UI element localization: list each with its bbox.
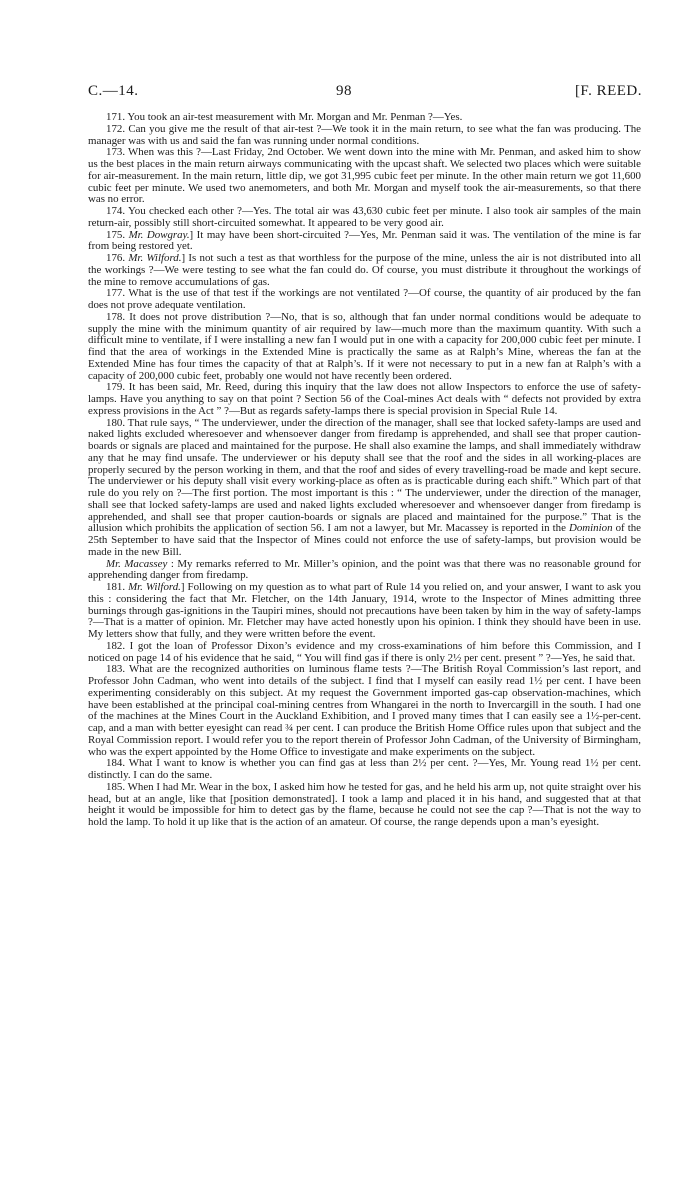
speaker-name: Mr. Wilford. <box>128 252 182 264</box>
question-paragraph <box>88 664 641 758</box>
paragraph-text: It does not prove distribution ?—No, that is so, although that fan under normal conditions would be adequate to supply the mine with the minimum quantity of air required by law—much more than the maximum quantity. With such a difficult mine to ventilate, if I were installing a new fan I would put in one with a capacity for 200,000 cubic feet per minute. I find that the area of workings in the Extended Mine is practically the same as at Ralph’s Mine, whereas the fan at the Extended Mine has four times the capacity of that at Ralph’s. If it were not necessary to put in a new fan at Ralph’s with a capacity of 200,000 cubic feet, probably one would not have recently been ordered. <box>88 310 642 382</box>
paragraph-text: ] Following on my question as to what part of Rule 14 you relied on, and your answer, I want to ask you this : considering the fact that Mr. Fletcher, on the 14th January, 1914, wrote to the Inspector of Mines admitting three burnings through gas-ignitions in the Taupiri mines, should not precautions have been taken by him in the way of safety-lamps ?—That is a matter of opinion. Mr. Fletcher may have acted honestly upon his opinion. I think they should have been in use. My letters show that fully, and they were written before the event. <box>88 581 642 640</box>
question-paragraph <box>88 206 641 230</box>
paragraph-text: I got the loan of Professor Dixon’s evidence and my cross-examinations of him before this Commission, and I noticed on page 14 of his evidence that he said, “ You will find gas if there is only 2½ per cent. present ” ?—Yes, he said that. <box>88 639 642 664</box>
question-paragraph <box>88 288 641 312</box>
question-number: 179. <box>106 381 129 394</box>
question-number: 181. <box>106 581 129 593</box>
page-header <box>0 83 700 103</box>
question-paragraph <box>88 641 641 665</box>
question-paragraph <box>88 230 641 254</box>
speaker-name: Dominion <box>568 522 613 535</box>
question-number: 173. <box>106 146 129 159</box>
question-number: 178. <box>106 310 130 323</box>
paragraph-text: ] It may have been short-circuited ?—Yes, Mr. Penman said it was. The ventilation of the mine is far from being restored yet. <box>88 228 641 253</box>
paragraph-text: ] Is not such a test as that worthless for the purpose of the mine, unless the air is not distributed into all the workings ?—We were testing to see what the fan could do. Of course, you must distribute it throughout the workings of the mine to remove accumulations of gas. <box>88 252 642 288</box>
paragraph-text: It has been said, Mr. Reed, during this inquiry that the law does not allow Inspectors to enforce the use of safety-lamps. Have you anything to say on that point ? Section 56 of the Coal-mines Act deals with “ defects not provided by extra express provisions in the Act ” ?—But as regards safety-lamps there is special provision in Special Rule 14. <box>88 381 642 417</box>
question-paragraph <box>88 559 641 583</box>
paragraph-text: You took an air-test measurement with Mr. Morgan and Mr. Penman ?—Yes. <box>127 111 463 123</box>
question-paragraph <box>88 312 641 383</box>
witness-name: [F. REED. <box>574 83 642 99</box>
question-paragraph <box>88 147 641 206</box>
question-number: 185. <box>106 780 128 793</box>
question-paragraph <box>88 782 641 829</box>
question-paragraph <box>88 582 641 641</box>
paragraph-text: When was this ?—Last Friday, 2nd October. We went down into the mine with Mr. Penman, and asked him to show us the best places in the main return airways communicating with the upcast shaft. We selected two places which were suitable for air-measurement. In the main return, little dip, we got 31,995 cubic feet per minute. In the other main return we got 11,600 cubic feet per minute. We used two anemometers, and both Mr. Morgan and myself took the air-measurements, so that there was no error. <box>88 146 641 206</box>
question-paragraph <box>88 382 641 417</box>
paragraph-text: : My remarks referred to Mr. Miller’s opinion, and the point was that there was no reasonable ground for apprehending danger from firedamp. <box>88 557 641 582</box>
question-number: 171. <box>106 111 128 123</box>
page-number: 98 <box>336 83 352 99</box>
paragraph-text: When I had Mr. Wear in the box, I asked him how he tested for gas, and he held his arm up, not quite straight over his head, but at an angle, like that [position demonstrated]. I took a lamp and placed it in his hand, and suggested that at that height it would be impossible for him to detect gas by the flame, because he could not see the cap ?—That is not the way to hold the lamp. To hold it up like that is the action of an amateur. Of course, the range depends upon a man’s eyesight. <box>88 780 641 828</box>
transcript-body <box>88 112 641 829</box>
question-paragraph <box>88 253 641 288</box>
question-paragraph <box>88 418 641 559</box>
speaker-name: Mr. Wilford. <box>128 581 181 593</box>
speaker-name: Mr. Dowgray. <box>128 228 190 241</box>
paragraph-text: That rule says, “ The underviewer, under the direction of the manager, shall see that locked safety-lamps are used and naked lights excluded wheresoever and whensoever danger from firedamp is apprehended, and shall see that proper caution-boards or signals are placed and maintained for the purpose. He shall also examine the lamps, and shall immediately withdraw any that he may find unsafe. The underviewer or his deputy shall see that the roof and the sides in all working-places are properly secured by the person working in them, and that the roof and sides of every travelling-road be made and kept secure. The underviewer or his deputy shall visit every working-place as often as is practicable during each shift.” Which part of that rule do you rely on ?—The first portion. The most important is this : “ The underviewer, under the direction of the manager, shall see that locked safety-lamps are used and naked lights excluded wheresoever and whensoever danger from firedamp is apprehended, and shall see that proper caution-boards or signals are placed and maintained for the purpose.” That is the allusion which prohibits the application of section 56. I am not a lawyer, but Mr. Macassey is reported in the <box>88 416 641 535</box>
question-number: 172. <box>106 122 129 135</box>
paper-reference: C.—14. <box>88 83 139 99</box>
question-number: 174. <box>106 205 129 217</box>
paragraph-text: What is the use of that test if the workings are not ventilated ?—Of course, the quantity of air produced by the fan does not prove adequate ventilation. <box>88 287 642 311</box>
question-number: 183. <box>106 663 130 676</box>
paragraph-text: What are the recognized authorities on luminous flame tests ?—The British Royal Commission’s last report, and Professor John Cadman, who went into details of the subject. I find that I myself can easily read 1½ per cent. I have been experimenting considerably on this subject. At my request the Government imported gas-cap observation-machines, which have been established at the principal coal-mining centres from Whangarei in the north to Invercargill in the south. I had one of the machines at the Mines Court in the Auckland Exhibition, and I proved many times that I can easily see a 1½-per-cent. cap, and a man with better eyesight can read ¾ per cent. I can produce the British Home Office rules upon that subject and the Royal Commission report. I would refer you to the report therein of Professor John Cadman, of the University of Birmingham, who was the expert appointed by the Home Office to investigate and make experiments on the subject. <box>88 663 641 758</box>
speaker-name: Mr. Macassey <box>106 557 168 570</box>
question-number: 177. <box>106 287 129 300</box>
question-number: 182. <box>106 639 130 652</box>
paragraph-text: What I want to know is whether you can find gas at less than 2½ per cent. ?—Yes, Mr. Young read 1½ per cent. distinctly. I can do the same. <box>88 757 641 781</box>
question-number: 175. <box>106 228 129 241</box>
question-paragraph <box>88 124 641 148</box>
question-paragraph <box>88 758 641 782</box>
paragraph-text: You checked each other ?—Yes. The total air was 43,630 cubic feet per minute. I also took air samples of the main return-air, possibly still short-circuited somewhat. It appeared to be very good air. <box>88 205 641 229</box>
question-number: 180. <box>106 416 128 429</box>
paragraph-text: Can you give me the result of that air-test ?—We took it in the main return, to see what the fan was producing. The manager was with us and said the fan was running under normal conditions. <box>88 122 642 147</box>
paragraph-text: of the 25th September to have said that the Inspector of Mines could not enforce the use of safety-lamps, but provision would be made in the new Bill. <box>88 522 641 558</box>
question-number: 176. <box>106 252 129 264</box>
question-number: 184. <box>106 757 129 770</box>
